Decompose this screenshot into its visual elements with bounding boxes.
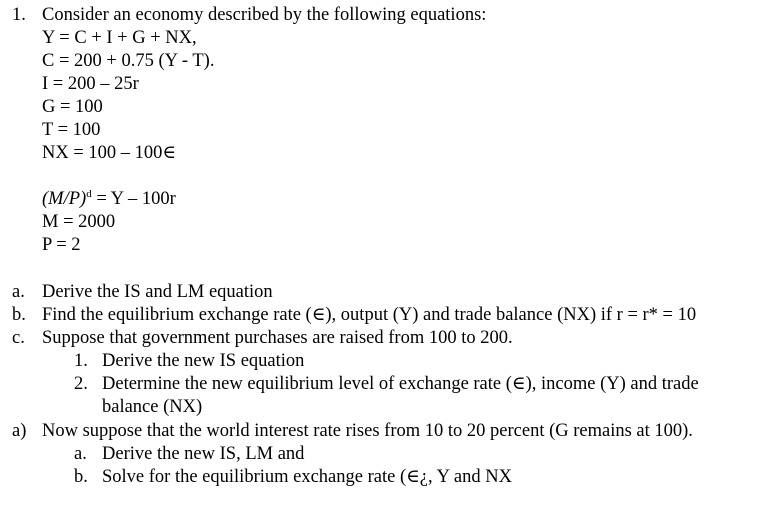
c-subpart-2-continuation: balance (NX) [102, 397, 203, 417]
equation-m: M = 2000 [42, 212, 116, 232]
part-c-label: c. [12, 328, 25, 348]
part-c-text: Suppose that government purchases are raised from 100 to 200. [42, 328, 513, 348]
equation-y: Y = C + I + G + NX, [42, 28, 197, 48]
part-b-text: Find the equilibrium exchange rate (∈), output (Y) and trade balance (NX) if r = r* = 10 [42, 305, 697, 325]
equation-c: C = 200 + 0.75 (Y - T). [42, 51, 215, 71]
part-a2-label: a) [12, 421, 27, 441]
a2-subpart-a-text: Derive the new IS, LM and [102, 444, 305, 464]
equation-g: G = 100 [42, 97, 103, 117]
a2-subpart-b-label: b. [74, 467, 88, 487]
part-b-label: b. [12, 305, 26, 325]
money-demand-rhs: = Y – 100r [91, 189, 176, 209]
part-a2-text: Now suppose that the world interest rate rises from 10 to 20 percent (G remains at 100). [42, 421, 693, 441]
c-subpart-1-text: Derive the new IS equation [102, 351, 305, 371]
c-subpart-1-label: 1. [74, 351, 88, 371]
equation-t: T = 100 [42, 120, 101, 140]
part-a-text: Derive the IS and LM equation [42, 282, 273, 302]
equation-nx: NX = 100 – 100∈ [42, 143, 177, 163]
equation-money-demand [42, 188, 176, 210]
equation-p: P = 2 [42, 235, 81, 255]
a2-subpart-a-label: a. [74, 444, 87, 464]
money-demand-lhs: (M/P) [42, 189, 87, 209]
question-number: 1. [12, 5, 26, 25]
c-subpart-2-label: 2. [74, 374, 88, 394]
question-intro: Consider an economy described by the following equations: [42, 5, 487, 25]
equation-i: I = 200 – 25r [42, 74, 139, 94]
money-demand-sup: d [86, 188, 92, 200]
c-subpart-2-text: Determine the new equilibrium level of exchange rate (∈), income (Y) and trade [102, 374, 699, 394]
part-a-label: a. [12, 282, 25, 302]
a2-subpart-b-text: Solve for the equilibrium exchange rate (∈¿, Y and NX [102, 467, 512, 487]
